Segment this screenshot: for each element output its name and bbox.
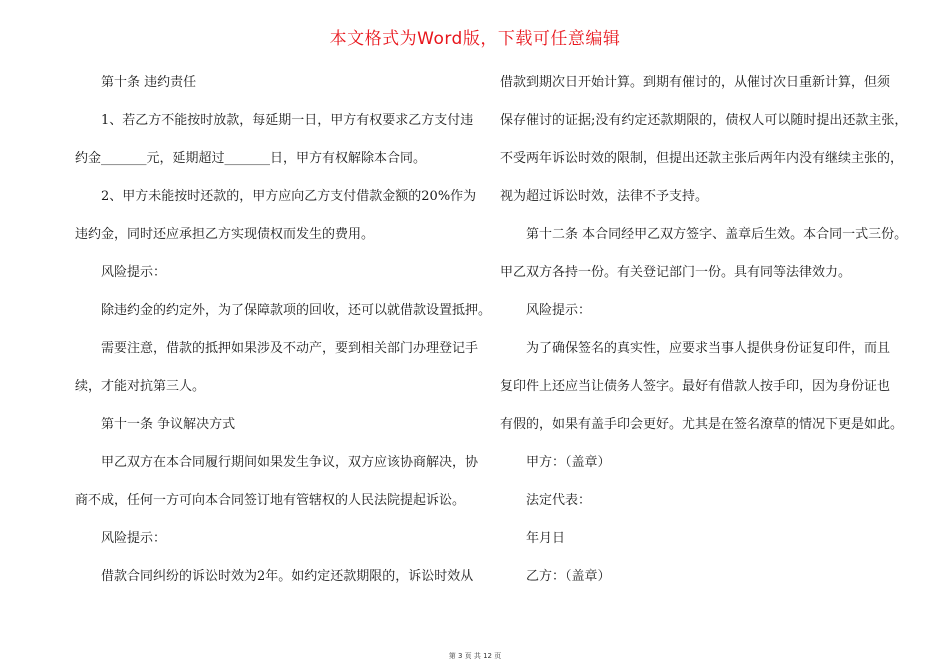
left-text-line: 第十条 违约责任 (101, 75, 197, 90)
right-text-line: 为了确保签名的真实性，应要求当事人提供身份证复印件，而且 (526, 341, 891, 356)
page-number: 第 3 页 共 12 页 (448, 652, 502, 660)
left-text-line: 甲乙双方在本合同履行期间如果发生争议，双方应该协商解决，协 (101, 455, 479, 470)
right-text-line: 不受两年诉讼时效的限制，但提出还款主张后两年内没有继续主张的， (500, 151, 904, 166)
right-text-line: 法定代表： (526, 493, 592, 508)
left-text-line: 第十一条 争议解决方式 (101, 417, 236, 432)
left-text-line: 商不成，任何一方可向本合同签订地有管辖权的人民法院提起诉讼。 (75, 493, 466, 508)
left-text-line: 需要注意，借款的抵押如果涉及不动产，要到相关部门办理登记手 (101, 341, 479, 356)
right-text-line: 甲方：（盖章） (526, 455, 611, 470)
right-column (500, 64, 908, 596)
left-text-line: 除违约金的约定外，为了保障款项的回收，还可以就借款设置抵押。 (101, 303, 492, 318)
right-text-line: 借款到期次日开始计算。到期有催讨的，从催讨次日重新计算，但须 (500, 75, 891, 90)
right-text-line: 风险提示： (526, 303, 592, 318)
left-text-line: 约金_______元，延期超过_______日，甲方有权解除本合同。 (75, 151, 427, 166)
right-text-line: 保存催讨的证据;没有约定还款期限的，债权人可以随时提出还款主张， (500, 113, 908, 128)
left-column (75, 64, 492, 596)
left-text-line: 借款合同纠纷的诉讼时效为2年。如约定还款期限的，诉讼时效从 (101, 569, 474, 584)
right-text-line: 有假的，如果有盖手印会更好。尤其是在签名潦草的情况下更是如此。 (500, 417, 904, 432)
right-text-line: 视为超过诉讼时效，法律不予支持。 (500, 189, 709, 204)
left-text-line: 续，才能对抗第三人。 (75, 379, 206, 394)
right-text-line: 复印件上还应当让债务人签字。最好有借款人按手印，因为身份证也 (500, 379, 891, 394)
right-text-line: 年月日 (526, 531, 566, 546)
right-text-line: 甲乙双方各持一份。有关登记部门一份。具有同等法律效力。 (500, 265, 852, 280)
right-text-line: 乙方：（盖章） (526, 569, 611, 584)
left-text-line: 2、甲方未能按时还款的，甲方应向乙方支付借款金额的20%作为 (101, 189, 477, 204)
left-text-line: 风险提示： (101, 531, 167, 546)
right-text-line: 第十二条 本合同经甲乙双方签字、盖章后生效。本合同一式三份。 (526, 227, 908, 242)
left-text-line: 1、若乙方不能按时放款，每延期一日，甲方有权要求乙方支付违 (101, 113, 474, 128)
left-text-line: 风险提示： (101, 265, 167, 280)
format-banner: 本文格式为Word版，下载可任意编辑 (329, 29, 621, 49)
left-text-line: 违约金，同时还应承担乙方实现债权而发生的费用。 (75, 227, 375, 242)
